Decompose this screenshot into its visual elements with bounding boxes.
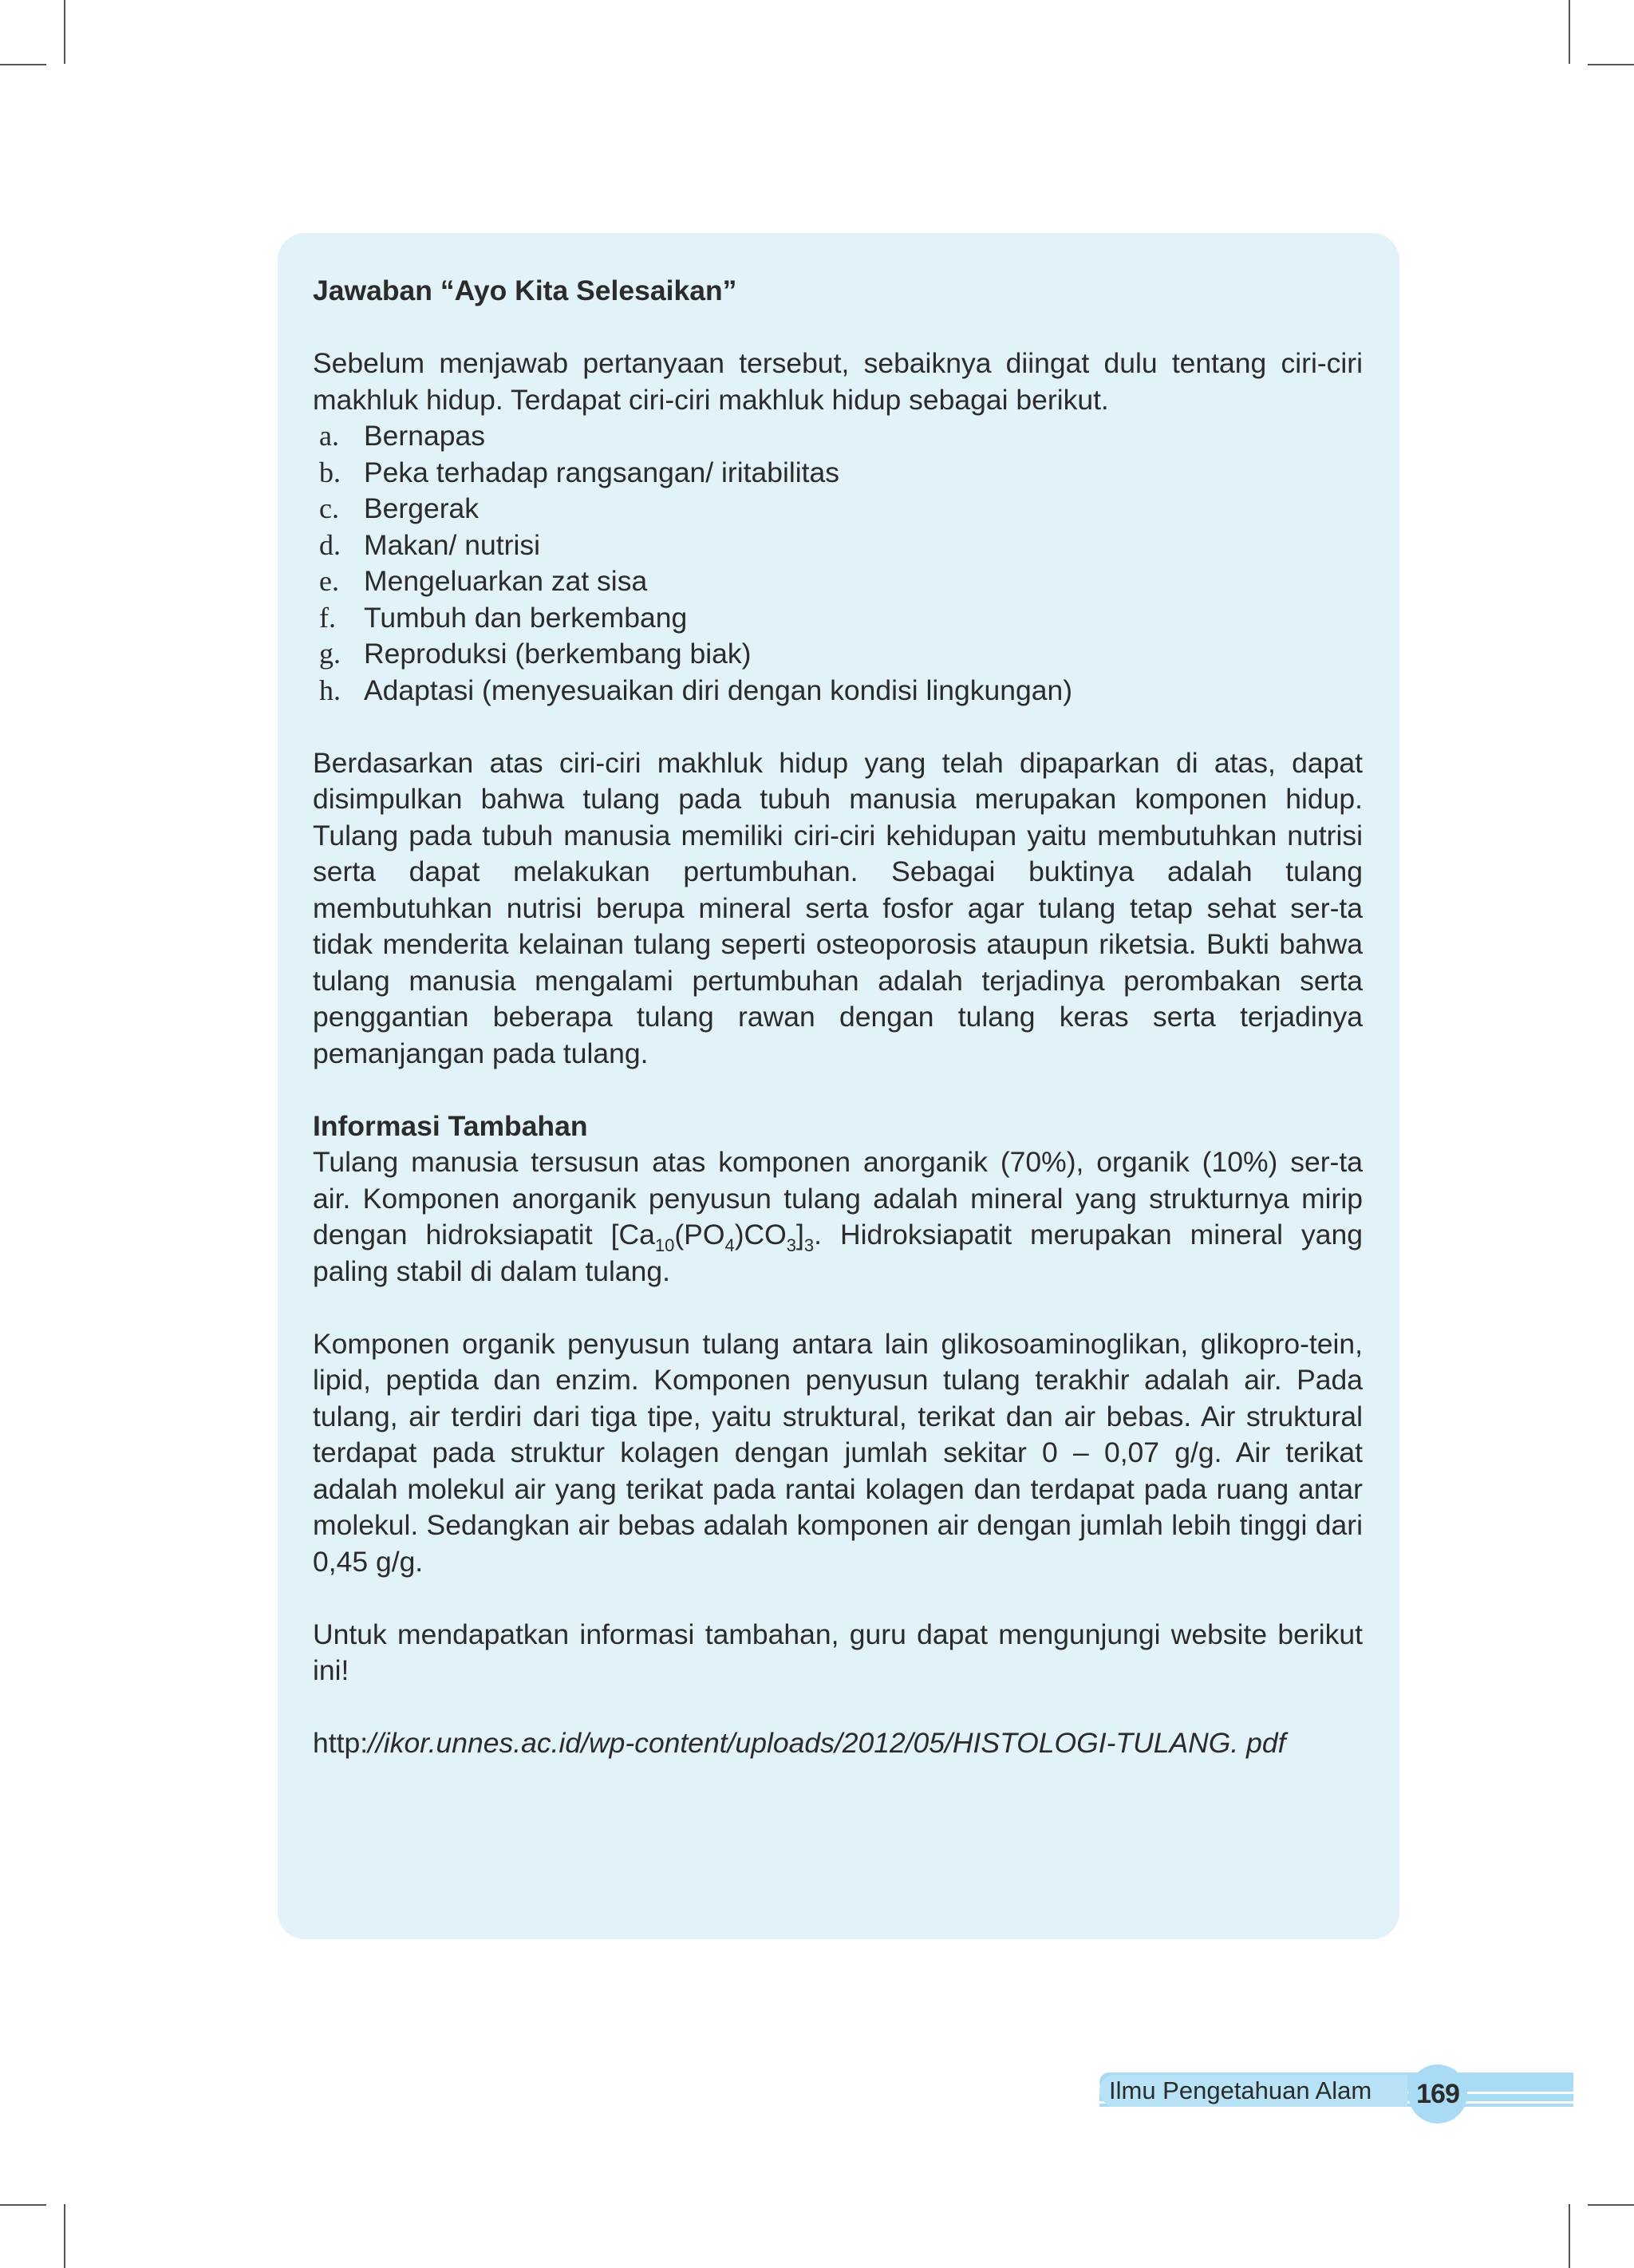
crop-mark-bottom-left-horizontal xyxy=(0,2204,46,2206)
crop-mark-bottom-right-horizontal xyxy=(1588,2204,1634,2206)
conclusion-paragraph: Berdasarkan atas ciri-ciri makhluk hidup yang telah dipaparkan di atas, dapat disimpulkan bahwa tulang pada tubuh manusia merupakan komponen hidup. Tulang pada tubuh manusia memiliki ciri-ciri kehidupan yaitu membutuhkan nutrisi serta dapat melakukan pertumbuhan. Sebagai buktinya adalah tulang membutuhkan nutrisi berupa mineral serta fosfor agar tulang tetap sehat ser-ta tidak menderita kelainan tulang seperti osteoporosis ataupun riketsia. Bukti bahwa tulang manusia mengalami pertumbuhan adalah terjadinya perombakan serta penggantian beberapa tulang rawan dengan tulang keras serta terjadinya pemanjangan pada tulang. xyxy=(313,746,1363,1069)
crop-mark-top-right-horizontal xyxy=(1588,64,1634,65)
characteristics-list xyxy=(313,418,1363,709)
crop-mark-bottom-right-vertical xyxy=(1569,2204,1570,2268)
list-item xyxy=(313,455,1363,492)
answer-title: Jawaban “Ayo Kita Selesaikan” xyxy=(313,275,737,306)
crop-mark-bottom-left-vertical xyxy=(64,2204,65,2268)
list-item-text: Peka terhadap rangsangan/ iritabilitas xyxy=(364,456,839,488)
list-item-text: Mengeluarkan zat sisa xyxy=(364,565,648,597)
footer-subject: Ilmu Pengetahuan Alam xyxy=(1099,2075,1407,2107)
list-item xyxy=(313,418,1363,455)
crop-mark-top-right-vertical xyxy=(1569,0,1570,64)
list-item xyxy=(313,491,1363,527)
list-item-letter: c. xyxy=(319,492,339,524)
list-item-letter: e. xyxy=(319,565,339,597)
list-item-text: Bergerak xyxy=(364,492,480,524)
list-item-letter: a. xyxy=(319,420,339,452)
reference-link[interactable]: http://ikor.unnes.ac.id/wp-content/uploads/2012/05/HISTOLOGI-TULANG. pdf xyxy=(313,1727,1286,1759)
list-item xyxy=(313,636,1363,673)
list-item-letter: h. xyxy=(319,674,341,706)
list-item-text: Bernapas xyxy=(364,420,485,452)
crop-mark-top-left-vertical xyxy=(64,0,65,64)
page-footer xyxy=(1099,2070,1573,2115)
list-item xyxy=(313,600,1363,637)
info-paragraph: Tulang manusia tersusun atas komponen anorganik (70%), organik (10%) ser-ta air. Komponen anorganik penyusun tulang adalah mineral yang strukturnya mirip dengan hidroksiapatit $[Ca_{10}(PO_4)CO_3]_3$. Hidroksiapatit merupakan mineral yang paling stabil di dalam tulang. xyxy=(313,1146,1363,1287)
list-item-letter: f. xyxy=(319,601,336,634)
list-item-text: Makan/ nutrisi xyxy=(364,528,540,561)
list-item xyxy=(313,563,1363,600)
list-item-letter: b. xyxy=(319,456,341,488)
page-number: 169 xyxy=(1408,2065,1467,2124)
list-item xyxy=(313,527,1363,564)
organic-components-paragraph: Komponen organik penyusun tulang antara lain glikosoaminoglikan, glikopro-tein, lipid, peptida dan enzim. Komponen penyusun tulang terakhir adalah air. Pada tulang, air terdiri dari tiga tipe, yaitu struktural, terikat dan air bebas. Air struktural terdapat pada struktur kolagen dengan jumlah sekitar 0 – 0,07 g/g. Air terikat adalah molekul air yang terikat pada rantai kolagen dan terdapat pada ruang antar molekul. Sedangkan air bebas adalah komponen air dengan jumlah lebih tinggi dari 0,45 g/g. xyxy=(313,1327,1363,1578)
list-item-letter: g. xyxy=(319,638,341,670)
list-item-text: Reproduksi (berkembang biak) xyxy=(364,638,752,670)
answer-content xyxy=(313,273,1363,1762)
list-item xyxy=(313,673,1363,709)
list-item-text: Tumbuh dan berkembang xyxy=(364,601,688,634)
info-heading: Informasi Tambahan xyxy=(313,1109,588,1142)
list-item-letter: d. xyxy=(319,528,341,561)
list-item-text: Adaptasi (menyesuaikan diri dengan kondisi lingkungan) xyxy=(364,674,1073,706)
intro-paragraph: Sebelum menjawab pertanyaan tersebut, sebaiknya diingat dulu tentang ciri-ciri makhluk hidup. Terdapat ciri-ciri makhluk hidup sebagai berikut. xyxy=(313,347,1363,416)
crop-mark-top-left-horizontal xyxy=(0,64,46,65)
website-paragraph: Untuk mendapatkan informasi tambahan, guru dapat mengunjungi website berikut ini! xyxy=(313,1618,1363,1686)
